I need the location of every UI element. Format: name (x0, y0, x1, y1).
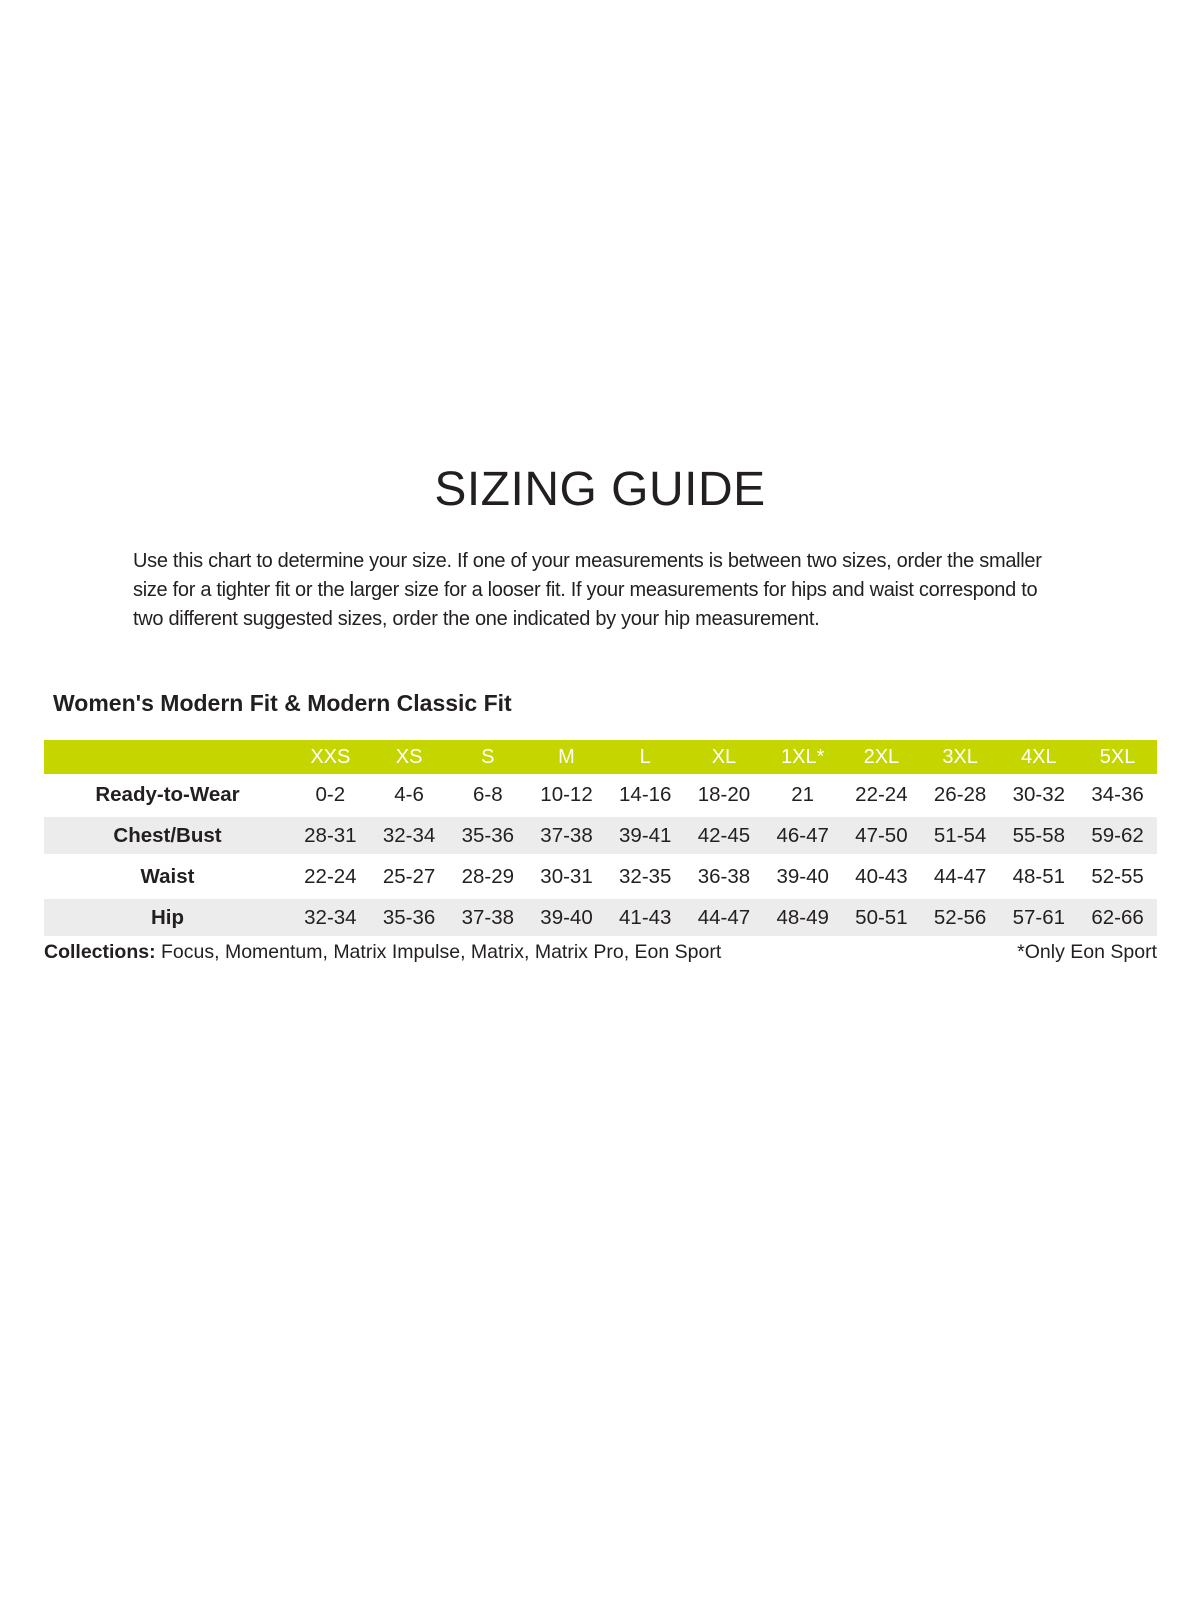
size-cell: 22-24 (855, 782, 908, 806)
table-row (44, 815, 1157, 856)
size-cell: 39-40 (776, 864, 829, 888)
size-cell: 50-51 (842, 897, 921, 938)
size-column-header: 3XL (921, 740, 1000, 774)
size-cell: 41-43 (606, 897, 685, 938)
size-cell: 26-28 (933, 782, 987, 806)
size-cell: 48-49 (763, 897, 842, 938)
size-cell: 0-2 (315, 782, 346, 806)
size-cell: 30-32 (1012, 782, 1066, 806)
size-cell: 14-16 (619, 782, 672, 806)
size-cell: 57-61 (999, 897, 1078, 938)
size-cell: 25-27 (382, 864, 436, 888)
table-row (44, 774, 1157, 815)
size-cell: 35-36 (448, 815, 527, 856)
size-header-row (44, 740, 1157, 774)
size-cell: 34-36 (1091, 782, 1144, 806)
size-cell: 6-8 (472, 782, 503, 806)
intro-line: two different suggested sizes, order the one indicated by your hip measurement. (133, 608, 820, 630)
size-cell: 52-56 (921, 897, 1000, 938)
size-cell: 18-20 (697, 782, 751, 806)
size-cell: 48-51 (1012, 864, 1066, 888)
size-cell: 52-55 (1091, 864, 1144, 888)
size-column-header: 4XL (999, 740, 1078, 774)
intro-paragraph (133, 547, 1042, 634)
corner-cell (44, 740, 291, 774)
size-cell: 44-47 (685, 897, 764, 938)
size-cell: 39-40 (527, 897, 606, 938)
size-cell: 21 (791, 782, 815, 806)
size-cell: 35-36 (370, 897, 449, 938)
size-cell: 10-12 (540, 782, 593, 806)
size-column-header: 1XL* (763, 740, 842, 774)
row-label: Chest/Bust (44, 815, 291, 856)
size-cell: 32-34 (291, 897, 370, 938)
section-heading: Women's Modern Fit & Modern Classic Fit (53, 690, 512, 716)
table-row (44, 897, 1157, 938)
collections-value: Focus, Momentum, Matrix Impulse, Matrix, Matrix Pro, Eon Sport (161, 941, 722, 963)
size-cell: 28-29 (461, 864, 515, 888)
size-cell: 30-31 (540, 864, 593, 888)
size-column-header: L (606, 740, 685, 774)
footnote-right: *Only Eon Sport (1017, 941, 1157, 963)
table-row (44, 856, 1157, 897)
size-cell: 22-24 (304, 864, 357, 888)
size-table (44, 740, 1157, 938)
size-column-header: 5XL (1078, 740, 1157, 774)
size-column-header: XL (685, 740, 764, 774)
size-cell: 28-31 (291, 815, 370, 856)
size-cell: 42-45 (685, 815, 764, 856)
row-label: Ready-to-Wear (95, 782, 240, 806)
size-cell: 51-54 (921, 815, 1000, 856)
collections-label: Collections: (44, 941, 156, 963)
size-cell: 62-66 (1078, 897, 1157, 938)
size-cell: 47-50 (842, 815, 921, 856)
row-label: Hip (44, 897, 291, 938)
size-column-header: 2XL (842, 740, 921, 774)
size-column-header: XS (370, 740, 449, 774)
intro-line: size for a tighter fit or the larger size for a looser fit. If your measurements for hips and waist correspond to (133, 579, 1038, 601)
size-cell: 39-41 (606, 815, 685, 856)
size-cell: 44-47 (933, 864, 987, 888)
size-cell: 32-35 (619, 864, 672, 888)
size-column-header: XXS (291, 740, 370, 774)
size-cell: 37-38 (527, 815, 606, 856)
size-cell: 36-38 (697, 864, 751, 888)
size-column-header: S (448, 740, 527, 774)
size-cell: 46-47 (763, 815, 842, 856)
footnote-row (44, 941, 1157, 964)
size-cell: 32-34 (370, 815, 449, 856)
size-cell: 4-6 (394, 782, 424, 806)
size-cell: 40-43 (855, 864, 908, 888)
intro-line: Use this chart to determine your size. If one of your measurements is between two sizes, order the smaller (133, 550, 1042, 572)
size-cell: 55-58 (999, 815, 1078, 856)
collections-note (44, 941, 721, 964)
size-cell: 37-38 (448, 897, 527, 938)
size-cell: 59-62 (1078, 815, 1157, 856)
size-column-header: M (527, 740, 606, 774)
row-label: Waist (140, 864, 195, 888)
page-title: SIZING GUIDE (434, 463, 766, 516)
